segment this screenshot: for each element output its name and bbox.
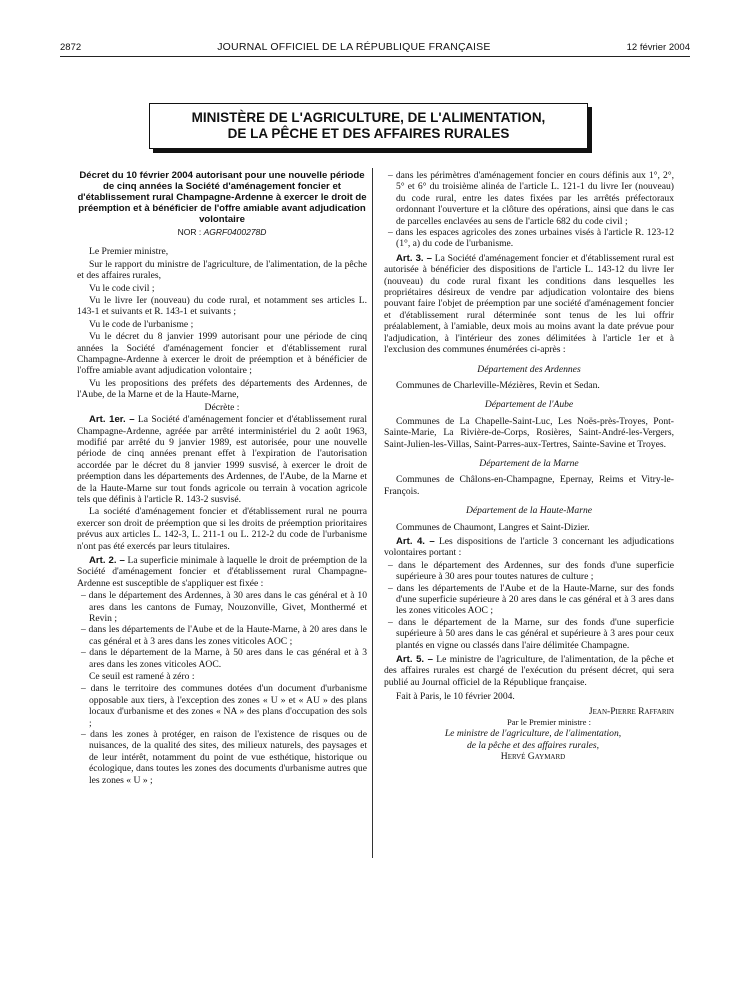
page-header — [60, 41, 690, 57]
by-prime-minister: Par le Premier ministre : — [506, 717, 591, 728]
decree-title: Décret du 10 février 2004 autorisant pour une nouvelle période de cinq années la Société d'aménagement foncier et d'établissement rural Champagne-Ardenne à exercer le droit de préemption et à bénéficier de l'offre amiable avant adjudication volontaire — [77, 170, 367, 225]
department-communes: Communes de Charleville-Mézières, Revin et Sedan. — [396, 379, 600, 391]
ministry-line-1: MINISTÈRE DE L'AGRICULTURE, DE L'ALIMENTATION, — [191, 110, 546, 125]
preamble-line: Vu le code de l'urbanisme ; — [89, 318, 194, 330]
list-item: – dans les zones à protéger, en raison de l'existence de risques ou de nuisances, de la qualité des sites, des milieux naturels, des paysages et de leur intérêt, notamment du point de vue esthétique, historique ou écologique, dans toutes les zones des documents d'urbanisme autres que les zones « U » ; — [77, 729, 367, 786]
department-heading: Département de la Haute-Marne — [465, 505, 593, 517]
column-divider — [372, 168, 373, 858]
preamble-line: Vu le code civil ; — [89, 282, 155, 294]
department-heading: Département de la Marne — [479, 457, 579, 469]
article-1 — [77, 414, 367, 505]
minister-title-line-2: de la pêche et des affaires rurales, — [466, 739, 600, 751]
list-item: – dans les périmètres d'aménagement foncier en cours définis aux 1°, 2°, 5° et 6° du troisième alinéa de l'article L. 121-1 du livre Ier (nouveau) du code rural, entre les dates fixées par les arrêtés préfectoraux ordonnant l'ouverture et la clôture des opérations, ainsi que dans le cas de parcelles enclavées au sens de l'article 682 du code civil ; — [384, 170, 674, 227]
article-5-label: Art. 5. – — [396, 654, 433, 666]
list-item: – dans les espaces agricoles des zones urbaines visés à l'article R. 123-12 (1°, a) du code de l'urbanisme. — [384, 227, 674, 250]
prime-minister-signature: Jean-Pierre Raffarin — [588, 705, 674, 717]
right-column — [384, 170, 674, 763]
article-2-text: La superficie minimale à laquelle le droit de préemption de la Société d'aménagement foncier et d'établissement rural Champagne-Ardenne est susceptible de s'appliquer est fixée : — [77, 554, 367, 589]
article-5 — [384, 654, 674, 688]
nor-reference — [77, 227, 367, 238]
minister-title-line-1: Le ministre de l'agriculture, de l'alimentation, — [444, 728, 622, 740]
article-4-text: Les dispositions de l'article 3 concernant les adjudications volontaires portant : — [384, 535, 674, 559]
left-column — [77, 170, 367, 787]
zero-threshold-list — [77, 683, 367, 786]
article-1-label: Art. 1er. – — [89, 414, 135, 426]
decrete-heading: Décrète : — [204, 401, 240, 413]
publication-date: 12 février 2004 — [626, 42, 690, 53]
article-2 — [77, 555, 367, 589]
page-number: 2872 — [60, 42, 82, 53]
preamble-line: Sur le rapport du ministre de l'agriculture, de l'alimentation, de la pêche et des affaires rurales, — [77, 258, 367, 282]
article-1-paragraph-2: La société d'aménagement foncier et d'établissement rural ne pourra exercer son droit de préemption que si les droits de préemption prioritaires prévus aux articles L. 142-3, L. 211-1 ou L. 212-2 du code de l'urbanisme n'ont pas été exercés par leurs titulaires. — [77, 506, 367, 552]
article-5-text: Le ministre de l'agriculture, de l'alimentation, de la pêche et des affaires rurales est chargé de l'exécution du présent décret, qui sera publié au Journal officiel de la République française. — [384, 654, 674, 688]
article-3-label: Art. 3. – — [396, 252, 432, 264]
article-2-list — [77, 590, 367, 670]
nor-value: AGRF0400278D — [203, 227, 267, 237]
list-item: – dans le territoire des communes dotées d'un document d'urbanisme opposable aux tiers, à l'exception des zones « U » et « AU » des plans locaux d'urbanisme et des zones « NA » des plans d'occupation des sols ; — [77, 683, 367, 729]
article-4-label: Art. 4. – — [396, 535, 435, 547]
list-item: – dans le département de la Marne, à 50 ares dans le cas général et à 3 ares dans les zones viticoles AOC. — [77, 647, 367, 670]
article-4-list — [384, 560, 674, 651]
list-item: – dans les départements de l'Aube et de la Haute-Marne, à 20 ares dans le cas général et à 3 ares dans les zones viticoles AOC ; — [77, 624, 367, 647]
list-item: – dans le département de la Marne, sur des fonds d'une superficie supérieure à 50 ares dans le cas général et supérieure à 3 ares pour ceux plantés en vigne ou classés dans l'aire délimitée Champagne. — [384, 617, 674, 651]
list-item: – dans les départements de l'Aube et de la Haute-Marne, sur des fonds d'une superficie supérieure à 20 ares dans le cas général et à 3 ares dans les zones viticoles AOC ; — [384, 583, 674, 617]
department-communes: Communes de Châlons-en-Champagne, Epernay, Reims et Vitry-le-François. — [384, 474, 674, 497]
preamble-line: Le Premier ministre, — [89, 246, 169, 258]
preamble-line: Vu les propositions des préfets des départements des Ardennes, de l'Aube, de la Marne et de la Haute-Marne, — [77, 377, 367, 401]
department-heading: Département de l'Aube — [484, 399, 574, 411]
ministry-line-2: DE LA PÊCHE ET DES AFFAIRES RURALES — [227, 126, 510, 141]
article-4 — [384, 536, 674, 559]
article-1-text: La Société d'aménagement foncier et d'établissement rural Champagne-Ardenne, agréée par arrêté interministériel du 2 août 1963, modifié par arrêté du 9 janvier 1989, est autorisée, pour une nouvelle période de cinq années prenant effet à l'expiration de l'autorisation accordée par le décret du 8 janvier 1999 susvisé, à exercer le droit de préemption dans les départements des Ardennes, de l'Aube, de la Marne et de la Haute-Marne sur tout fonds agricole ou terrain à vocation agricole tels que définis à l'article R. 143-2 susvisé. — [77, 414, 367, 505]
place-and-date: Fait à Paris, le 10 février 2004. — [396, 691, 515, 703]
preamble-line: Vu le livre Ier (nouveau) du code rural, et notamment ses articles L. 143-1 et suivants et R. 143-1 et suivants ; — [77, 295, 367, 318]
article-3 — [384, 253, 674, 356]
department-communes: Communes de Chaumont, Langres et Saint-Dizier. — [396, 521, 590, 533]
department-communes: Communes de La Chapelle-Saint-Luc, Les Noës-près-Troyes, Pont-Sainte-Marie, La Rivière-de-Corps, Rosières, Saint-André-les-Vergers, Saint-Julien-les-Villas, Saint-Parres-aux-Tertres, Sainte-Savine et Troyes. — [384, 415, 674, 450]
preamble-line: Vu le décret du 8 janvier 1999 autorisant pour une période de cinq années la Société d'aménagement foncier et d'établissement rural Champagne-Ardenne à exercer le droit de préemption et à bénéficier de l'offre amiable avant adjudication volontaire ; — [77, 331, 367, 377]
ministry-heading — [149, 103, 588, 149]
list-item: – dans le département des Ardennes, sur des fonds d'une superficie supérieure à 30 ares pour toutes natures de culture ; — [384, 560, 674, 583]
department-heading: Département des Ardennes — [477, 363, 581, 375]
article-2-label: Art. 2. – — [89, 554, 125, 566]
nor-label: NOR : — [177, 227, 202, 237]
journal-title: JOURNAL OFFICIEL DE LA RÉPUBLIQUE FRANÇAISE — [217, 41, 491, 53]
minister-signature: Hervé Gaymard — [500, 751, 566, 763]
list-item: – dans le département des Ardennes, à 30 ares dans le cas général et à 10 ares dans les cantons de Fumay, Nouzonville, Givet, Monthermé et Revin ; — [77, 590, 367, 624]
zero-threshold-list-continued — [384, 170, 674, 250]
article-3-text: La Société d'aménagement foncier et d'établissement rural est autorisée à bénéficier des dispositions de l'article L. 143-12 du livre Ier (nouveau) du code rural fixant les conditions dans lesquelles les propriétaires désireux de vendre par adjudication volontaire des biens pouvant faire l'objet de préemption par une société d'aménagement foncier et d'établissement rural déterminée sont tenus de les lui offrir préalablement, à l'amiable, deux mois au moins avant la date prévue pour l'adjudication, à l'intérieur des zones délimitées à l'article 1er et à l'exclusion des communes énumérées ci-après : — [384, 252, 674, 356]
zero-threshold-intro: Ce seuil est ramené à zéro : — [89, 671, 195, 683]
